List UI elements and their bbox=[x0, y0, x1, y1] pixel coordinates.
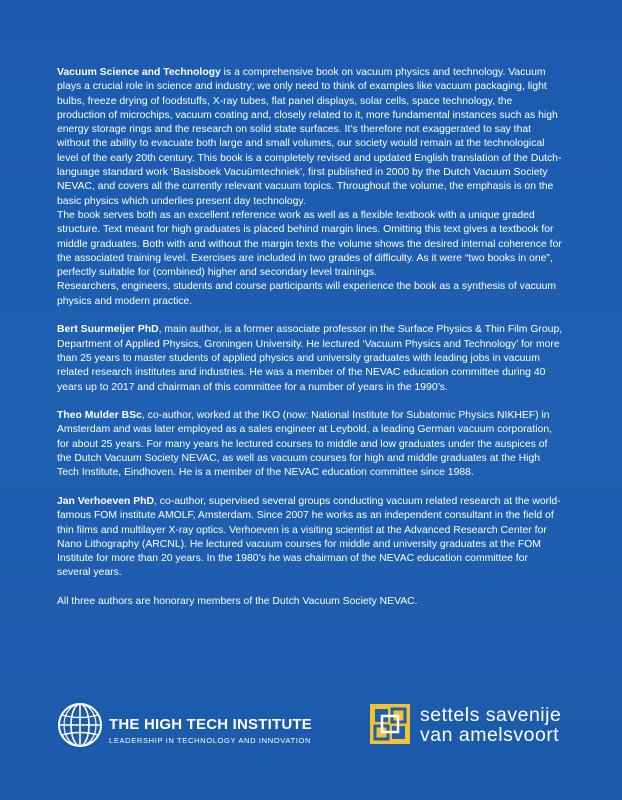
author-bio-text: , co-author, worked at the IKO (now: National Institute for Subatomic Physics NIKHEF) in Amsterdam and was later employed as a sales engineer at Leybold, a leading German vacuum corporation, for about 25 years. For many years he lectured courses to middle and low graduates under the auspices of the Dutch Vacuum Society NEVAC, as well as vacuum courses for high and middle graduates at the High Tech Institute, Eindhoven. He is a member of the NEVAC education committee since 1988. bbox=[57, 410, 552, 479]
author-bio bbox=[57, 323, 563, 394]
ssa-logo-line1: settels savenije bbox=[420, 704, 562, 726]
author-bio-text: , main author, is a former associate professor in the Surface Physics & Thin Film Group, Department of Applied Physics, Groningen University. He lectured ‘Vacuum Physics and Technology’ for more than 25 years to master students of applied physics and university graduates with leading jobs in vacuum related research institutes and industries. He was a member of the NEVAC education committee during 40 years up to 2017 and chairman of this committee for a number of years in the 1990’s. bbox=[57, 324, 563, 393]
book-title: Vacuum Science and Technology bbox=[57, 67, 221, 78]
structure-paragraph: The book serves both as an excellent reference work as well as a flexible textbook with a unique graded structure. Text meant for high graduates is placed behind margin lines. Omitting this text gives a textbook for middle graduates. Both with and without the margin texts the volume shows the desired internal coherence for the associated training level. Exercises are included in two grades of difficulty. As it were “two books in one”, perfectly suitable for (combined) higher and secondary level trainings. bbox=[57, 209, 562, 279]
hti-logo-name: THE HIGH TECH INSTITUTE bbox=[109, 716, 312, 733]
closing-note: All three authors are honorary members of the Dutch Vacuum Society NEVAC. bbox=[57, 595, 418, 607]
hti-logo-tagline: LEADERSHIP IN TECHNOLOGY AND INNOVATION bbox=[109, 736, 312, 745]
back-cover-text bbox=[57, 66, 563, 609]
publisher-logos bbox=[0, 690, 622, 770]
globe-icon bbox=[57, 702, 103, 748]
intro-text: is a comprehensive book on vacuum physics and technology. Vacuum plays a crucial role in science and industry; we only need to think of examples like vacuum packaging, light bulbs, freeze drying of foodstuffs, X-ray tubes, flat panel displays, solar cells, space technology, the production of microchips, vacuum coating and, closely related to it, more fundamental instances such as high energy storage rings and the research on solid state surfaces. It’s therefore not exaggerated to say that without the ability to evacuate both large and small volumes, our society would remain at the technological level of the early 20th century. This book is a completely revised and updated English translation of the Dutch-language standard work ‘Basisboek Vacuümtechniek’, first published in 2000 by the Dutch Vacuum Society NEVAC, and covers all the currently relevant vacuum topics. Throughout the volume, the emphasis is on the basic physics which underlies present day technology. bbox=[57, 67, 562, 207]
interlocking-squares-icon bbox=[368, 702, 412, 746]
audience-paragraph: Researchers, engineers, students and course participants will experience the book as a synthesis of vacuum physics and modern practice. bbox=[57, 281, 557, 307]
author-bio-text: , co-author, supervised several groups conducting vacuum related research at the world-famous FOM institute AMOLF, Amsterdam. Since 2007 he works as an independent consultant in the field of thin films and multilayer X-ray optics. Verhoeven is a visiting scientist at the Advanced Research Center for Nano Lithography (ARCNL). He lectured vacuum courses for middle and university graduates at the FOM Institute for more than 20 years. In the 1980’s he was chairman of the NEVAC education committee for several years. bbox=[57, 495, 561, 579]
author-bio bbox=[57, 495, 563, 581]
author-name: Theo Mulder BSc bbox=[57, 410, 142, 422]
author-bio bbox=[57, 409, 563, 480]
intro-paragraph bbox=[57, 66, 563, 209]
author-name: Bert Suurmeijer PhD bbox=[57, 324, 159, 336]
author-name: Jan Verhoeven PhD bbox=[57, 495, 155, 507]
ssa-logo-line2: van amelsvoort bbox=[420, 724, 560, 746]
